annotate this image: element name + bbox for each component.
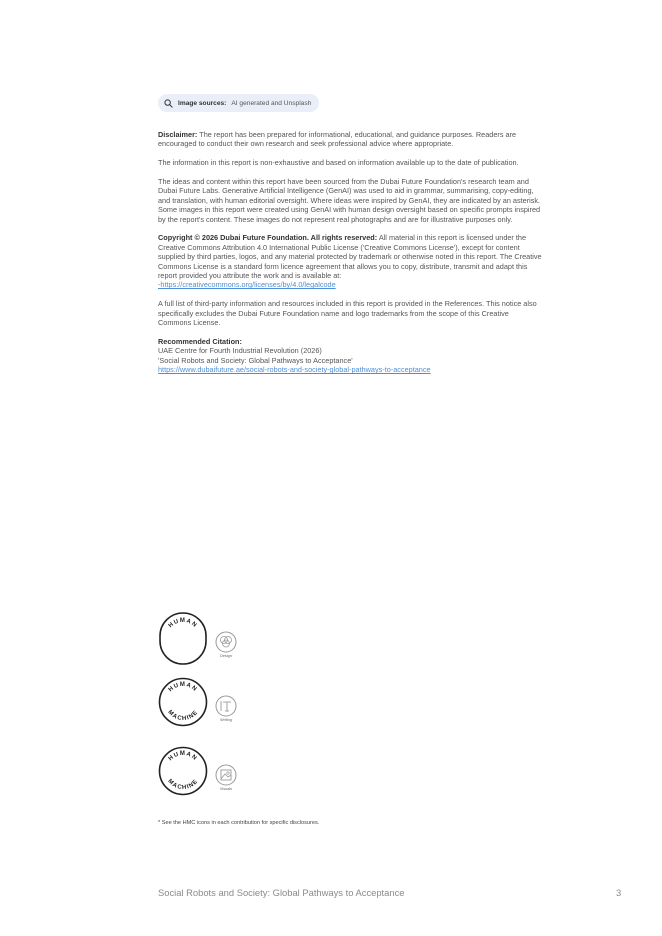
human-machine-badge-icon (158, 675, 208, 729)
svg-text:HUMAN (168, 751, 198, 762)
legal-notice (158, 130, 542, 384)
third-party-paragraph: A full list of third-party information and resources included in this report is provided in the References. This notice also specifically excludes the Dubai Future Foundation name and logo trademarks from the scope of this Creative Commons License. (158, 299, 537, 328)
visuals-label: Visuals (219, 787, 233, 791)
badge-bottom-text: MACHINE (166, 709, 200, 723)
badge-top-text: HUMAN (167, 751, 199, 763)
citation-author: UAE Centre for Fourth Industrial Revolution (2026) (158, 346, 322, 356)
disclaimer-paragraph (158, 130, 542, 149)
copyright-text: All material in this report is licensed under the Creative Commons Attribution 4.0 International Public License ('Creative Commons License'), except for content supplied by third parties, logos, and any material protected by trademark or otherwise noted in this report. The Creative Commons License is a standard form licence agreement that allows you to copy, distribute, transmit and adapt this report provided you attribute the work and is available at: (158, 233, 542, 281)
page-number: 3 (616, 887, 622, 898)
human-badge-icon (158, 611, 208, 665)
writing-label: Writing (220, 718, 232, 722)
disclaimer-label: Disclaimer: (158, 130, 198, 139)
image-sources-value: AI generated and Unsplash (231, 99, 312, 107)
citation-label: Recommended Citation: (158, 336, 242, 346)
writing-icon (215, 695, 237, 717)
human-machine-badge-icon (158, 744, 208, 798)
disclaimer-text: The report has been prepared for informational, educational, and guidance purposes. Readers are encouraged to conduct their own research and seek professional advice where appropriate. (158, 130, 517, 149)
design-icon (215, 631, 237, 653)
visuals-icon (215, 764, 237, 786)
svg-text:MACHINE (166, 778, 199, 791)
image-sources-label: Image sources: (178, 99, 227, 107)
copyright-paragraph (158, 233, 542, 289)
svg-text:MACHINE (166, 709, 199, 722)
image-sources-pill (158, 94, 319, 112)
badge-bottom-text: MACHINE (166, 778, 200, 792)
copyright-label: Copyright © 2026 Dubai Future Foundation. All rights reserved: (158, 233, 378, 243)
citation-block (158, 337, 542, 375)
info-paragraph: The information in this report is non-exhaustive and based on information available up to the date of publication. (158, 158, 519, 168)
ideas-paragraph: The ideas and content within this report have been sourced from the Dubai Future Foundation's research team and Dubai Future Labs. Generative Artificial Intelligence (GenAI) was used to aid in grammar, summarising, copy-editing, and translation, with human editorial oversight. Where ideas were inspired by GenAI, they are indicated by an asterisk. Some images in this report were created using GenAI with human design oversight based on specific prompts inspired by the report's content. These images do not represent real photographs and are for illustrative purposes only. (158, 177, 541, 224)
citation-link[interactable]: https://www.dubaifuture.ae/social-robots-and-society-global-pathways-to-acceptance (158, 365, 431, 375)
footer-report-title: Social Robots and Society: Global Pathways to Acceptance (158, 887, 405, 898)
badge-top-text: HUMAN (167, 618, 199, 630)
badge-top-text: HUMAN (167, 682, 199, 694)
citation-title: 'Social Robots and Society: Global Pathways to Acceptance' (158, 355, 353, 365)
svg-text:HUMAN (168, 618, 198, 629)
license-link[interactable]: -https://creativecommons.org/licenses/by/4.0/legalcode (158, 280, 336, 290)
design-label: Design (220, 654, 232, 658)
hmc-footnote: * See the HMC icons in each contribution for specific disclosures. (158, 820, 320, 826)
svg-text:HUMAN (168, 682, 198, 693)
search-icon (164, 99, 173, 108)
